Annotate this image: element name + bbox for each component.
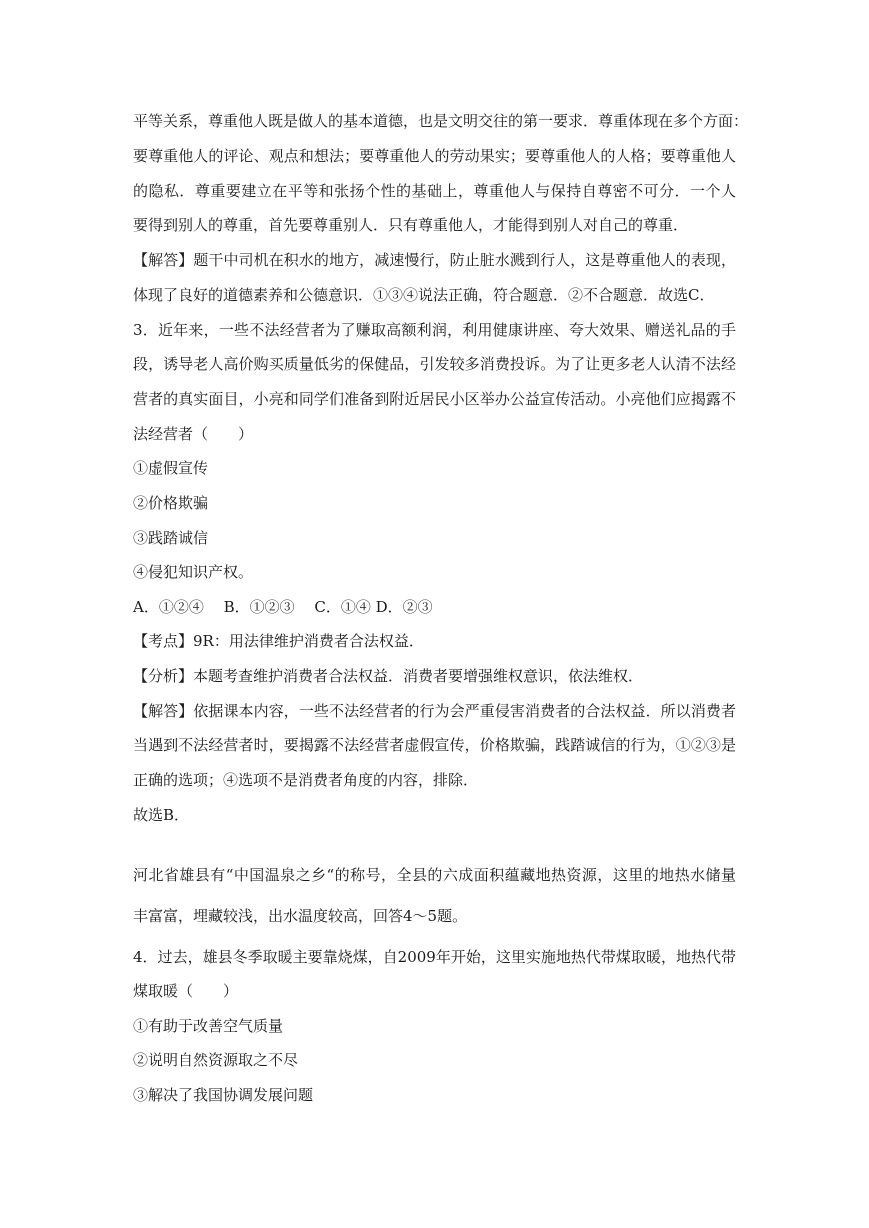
option-item: ①虚假宣传	[133, 459, 209, 477]
answer-line: 【解答】依据课本内容，一些不法经营者的行为会严重侵害消费者的合法权益．所以消费者	[133, 702, 736, 720]
question-3-line: 法经营者（ ）	[133, 425, 254, 443]
passage-line: 丰富富，埋藏较浅，出水温度较高，回答4～5题。	[133, 907, 468, 925]
question-3-line: 3．近年来，一些不法经营者为了赚取高额利润，利用健康讲座、夸大效果、赠送礼品的手	[133, 321, 736, 339]
option-item: ①有助于改善空气质量	[133, 1017, 284, 1035]
option-item: ③解决了我国协调发展问题	[133, 1086, 314, 1104]
question-4-line: 4．过去，雄县冬季取暖主要靠烧煤，自2009年开始，这里实施地热代带煤取暖，地热代带	[133, 948, 736, 966]
text-line: 的隐私．尊重要建立在平等和张扬个性的基础上，尊重他人与保持自尊密不可分．一个人	[133, 182, 736, 200]
question-3-line: 段，诱导老人高价购买质量低劣的保健品，引发较多消费投诉。为了让更多老人认清不法经	[133, 355, 736, 373]
option-item: ②说明自然资源取之不尽	[133, 1051, 299, 1069]
answer-line: 体现了良好的道德素养和公德意识．①③④说法正确，符合题意．②不合题意．故选C．	[133, 286, 715, 304]
option-item: ②价格欺骗	[133, 494, 209, 512]
kaodian-line: 【考点】9R：用法律维护消费者合法权益．	[133, 632, 424, 650]
analysis-line: 【分析】本题考查维护消费者合法权益．消费者要增强维权意识，依法维权．	[133, 667, 644, 685]
answer-line: 当遇到不法经营者时，要揭露不法经营者虚假宣传，价格欺骗，践踏诚信的行为，①②③是	[133, 736, 736, 754]
passage-line: 河北省雄县有“中国温泉之乡“的称号，全县的六成面积蕴藏地热资源，这里的地热水储量	[133, 866, 736, 884]
option-item: ④侵犯知识产权。	[133, 563, 254, 581]
answer-line: 故选B．	[133, 806, 190, 824]
text-line: 要得到别人的尊重，首先要尊重别人．只有尊重他人，才能得到别人对自己的尊重．	[133, 216, 689, 234]
question-3-line: 营者的真实面目，小亮和同学们准备到附近居民小区举办公益宣传活动。小亮他们应揭露不	[133, 390, 736, 408]
question-4-line: 煤取暖（ ）	[133, 982, 239, 1000]
text-line: 平等关系，尊重他人既是做人的基本道德，也是文明交往的第一要求．尊重体现在多个方面：	[133, 112, 749, 130]
answer-line: 【解答】题干中司机在积水的地方，减速慢行，防止脏水溅到行人，这是尊重他人的表现，	[133, 251, 736, 269]
answer-choices: A．①②④ B．①②③ C．①④ D．②③	[133, 598, 433, 616]
answer-line: 正确的选项；④选项不是消费者角度的内容，排除．	[133, 771, 479, 789]
text-line: 要尊重他人的评论、观点和想法；要尊重他人的劳动果实；要尊重他人的人格；要尊重他人	[133, 147, 736, 165]
option-item: ③践踏诚信	[133, 529, 209, 547]
